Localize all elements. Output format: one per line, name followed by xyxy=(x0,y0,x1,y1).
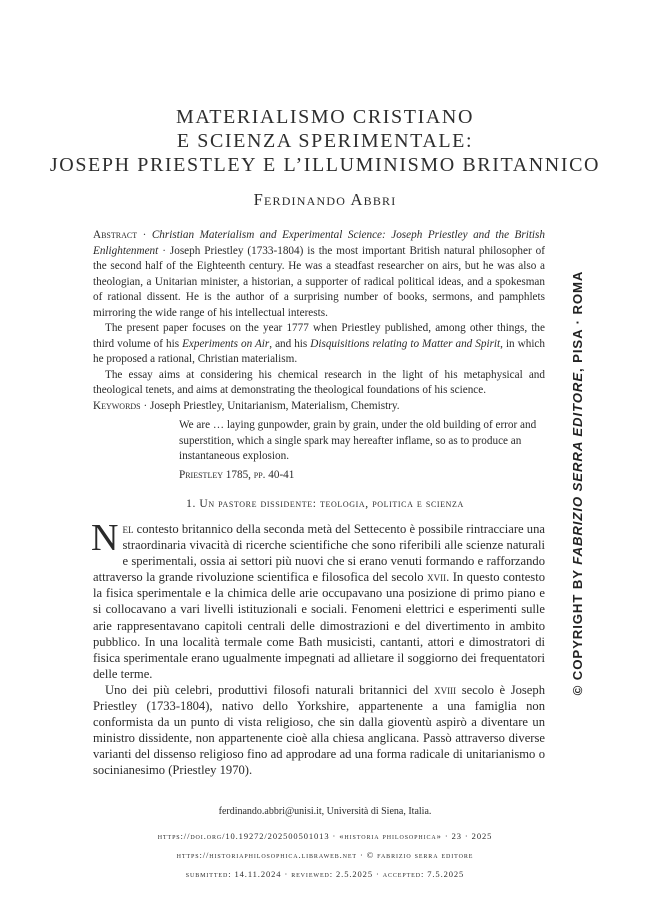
copyright-publisher: FABRIZIO SERRA EDITORE xyxy=(570,371,585,565)
body-text xyxy=(91,517,545,779)
epigraph-text: We are … laying gunpowder, grain by grain, under the old building of error and superstition, which a single spark may hereafter inflame, so as to produce an instantaneous explosion. xyxy=(179,419,537,462)
abstract-text-2a: The present paper focuses on the year 1777 when Priestley published, among other things, the third volume of his xyxy=(93,322,545,350)
copyright-sidebar xyxy=(570,248,586,718)
abstract-text-1: · Joseph Priestley (1733-1804) is the most important British natural philosopher of the second half of the Eighteenth century. He was a steadfast researcher on airs, but he was also a theologian, a Unitarian minister, a historian, a supporter of radical political ideas, and a spokesman of rational dissent. He is the author of a surprising number of books, sermons, and pamphlets mirroring the wide range of his intellectual interests. xyxy=(93,244,545,319)
book-title-disquisitions: Disquisitions relating to Matter and Spirit xyxy=(310,337,501,350)
keywords-label: Keywords xyxy=(93,399,141,412)
body-text-2b: secolo è Joseph Priestley (1733-1804), nativo dello Yorkshire, appartenente a una famiglia non conformista da un punto di vista religioso, che sin dalla gioventù aspirò a diventare un ministro dissidente, non appartenente cioè alla chiesa anglicana. Passò attraverso diverse varianti del dissenso religioso fino ad approdare ad una forma radicale di unitarianismo o socinianesimo (Priestley 1970). xyxy=(93,682,545,778)
abstract-text-2b: , and his xyxy=(269,337,311,350)
abstract-paragraph-3: The essay aims at considering his chemical research in the light of his metaphysical and theological tenets, and aims at demonstrating the theological foundations of his science. xyxy=(93,368,545,396)
body-paragraph-2 xyxy=(93,682,545,779)
dates-line: submitted: 14.11.2024 · reviewed: 2.5.2025 · accepted: 7.5.2025 xyxy=(185,869,465,879)
author-affiliation: ferdinando.abbri@unisi.it, Università di Siena, Italia. xyxy=(218,806,432,817)
keywords xyxy=(93,399,545,415)
century-numeral: xvii xyxy=(427,570,447,585)
century-numeral: xviii xyxy=(434,682,457,697)
epigraph-source: Priestley 1785, pp. 40-41 xyxy=(179,468,295,481)
body-paragraph-1 xyxy=(91,517,545,682)
article-title-line-3: JOSEPH PRIESTLEY E L’ILLUMINISMO BRITANNICO xyxy=(49,154,601,176)
doi-line: https://doi.org/10.19272/202500501013 · «historia philosophica» · 23 · 2025 xyxy=(157,831,493,841)
abstract-paragraph-2 xyxy=(93,321,545,368)
abstract-text-2c: , in which he proposed a rational, Christian materialism. xyxy=(93,337,545,365)
article-title-line-2: E SCIENZA SPERIMENTALE: xyxy=(176,130,474,152)
epigraph xyxy=(179,418,539,483)
copyright-text xyxy=(570,248,586,718)
abstract-label: Abstract xyxy=(93,229,138,241)
section-heading: 1. Un pastore dissidente: teologia, politica e scienza xyxy=(186,498,464,510)
website-line: https://historiaphilosophica.libraweb.net · © fabrizio serra editore xyxy=(176,850,474,860)
abstract-english-title: Christian Materialism and Experimental Science: Joseph Priestley and the British Enlightenment xyxy=(93,229,545,257)
body-text-1a: contesto britannico della seconda metà del Settecento è possibile rintracciare una straordinaria vivacità di ricerche scientifiche che sono riferibili alle scienze naturali e sperimentali, ossia ai settori più nuovi che si erano venuti formando e rafforzando attraverso la grande rivoluzione scientifica e filosofica del secolo xyxy=(93,522,545,585)
separator: · xyxy=(137,229,152,241)
drop-cap: N xyxy=(91,517,119,559)
body-text-1b: . In questo contesto la fisica sperimentale e la chimica delle arie occupavano una posizione di primo piano e si collocavano a vari livelli istituzionali e sociali. Fenomeni elettrici e esperimenti sulle arie rappresentavano capitoli centrali delle dimostrazioni e del divertimento in ambito pubblico. In una località termale come Bath musicisti, cantanti, attori e dimostratori di fisica sperimentale erano ugualmente impegnati ad allietare il soggiorno dei frequentatori delle terme. xyxy=(93,570,545,681)
copyright-prefix: © COPYRIGHT BY xyxy=(570,564,585,696)
body-text-2a: Uno dei più celebri, produttivi filosofi naturali britannici del xyxy=(105,682,435,697)
author-name: Ferdinando Abbri xyxy=(253,190,397,209)
copyright-suffix: , PISA · ROMA xyxy=(570,270,585,372)
abstract xyxy=(93,228,545,414)
keywords-list: · Joseph Priestley, Unitarianism, Materialism, Chemistry. xyxy=(140,399,400,412)
abstract-paragraph-1 xyxy=(93,228,545,321)
lead-in: el xyxy=(122,522,134,536)
article-title-line-1: MATERIALISMO CRISTIANO xyxy=(176,106,474,128)
book-title-experiments: Experiments on Air xyxy=(182,337,270,350)
